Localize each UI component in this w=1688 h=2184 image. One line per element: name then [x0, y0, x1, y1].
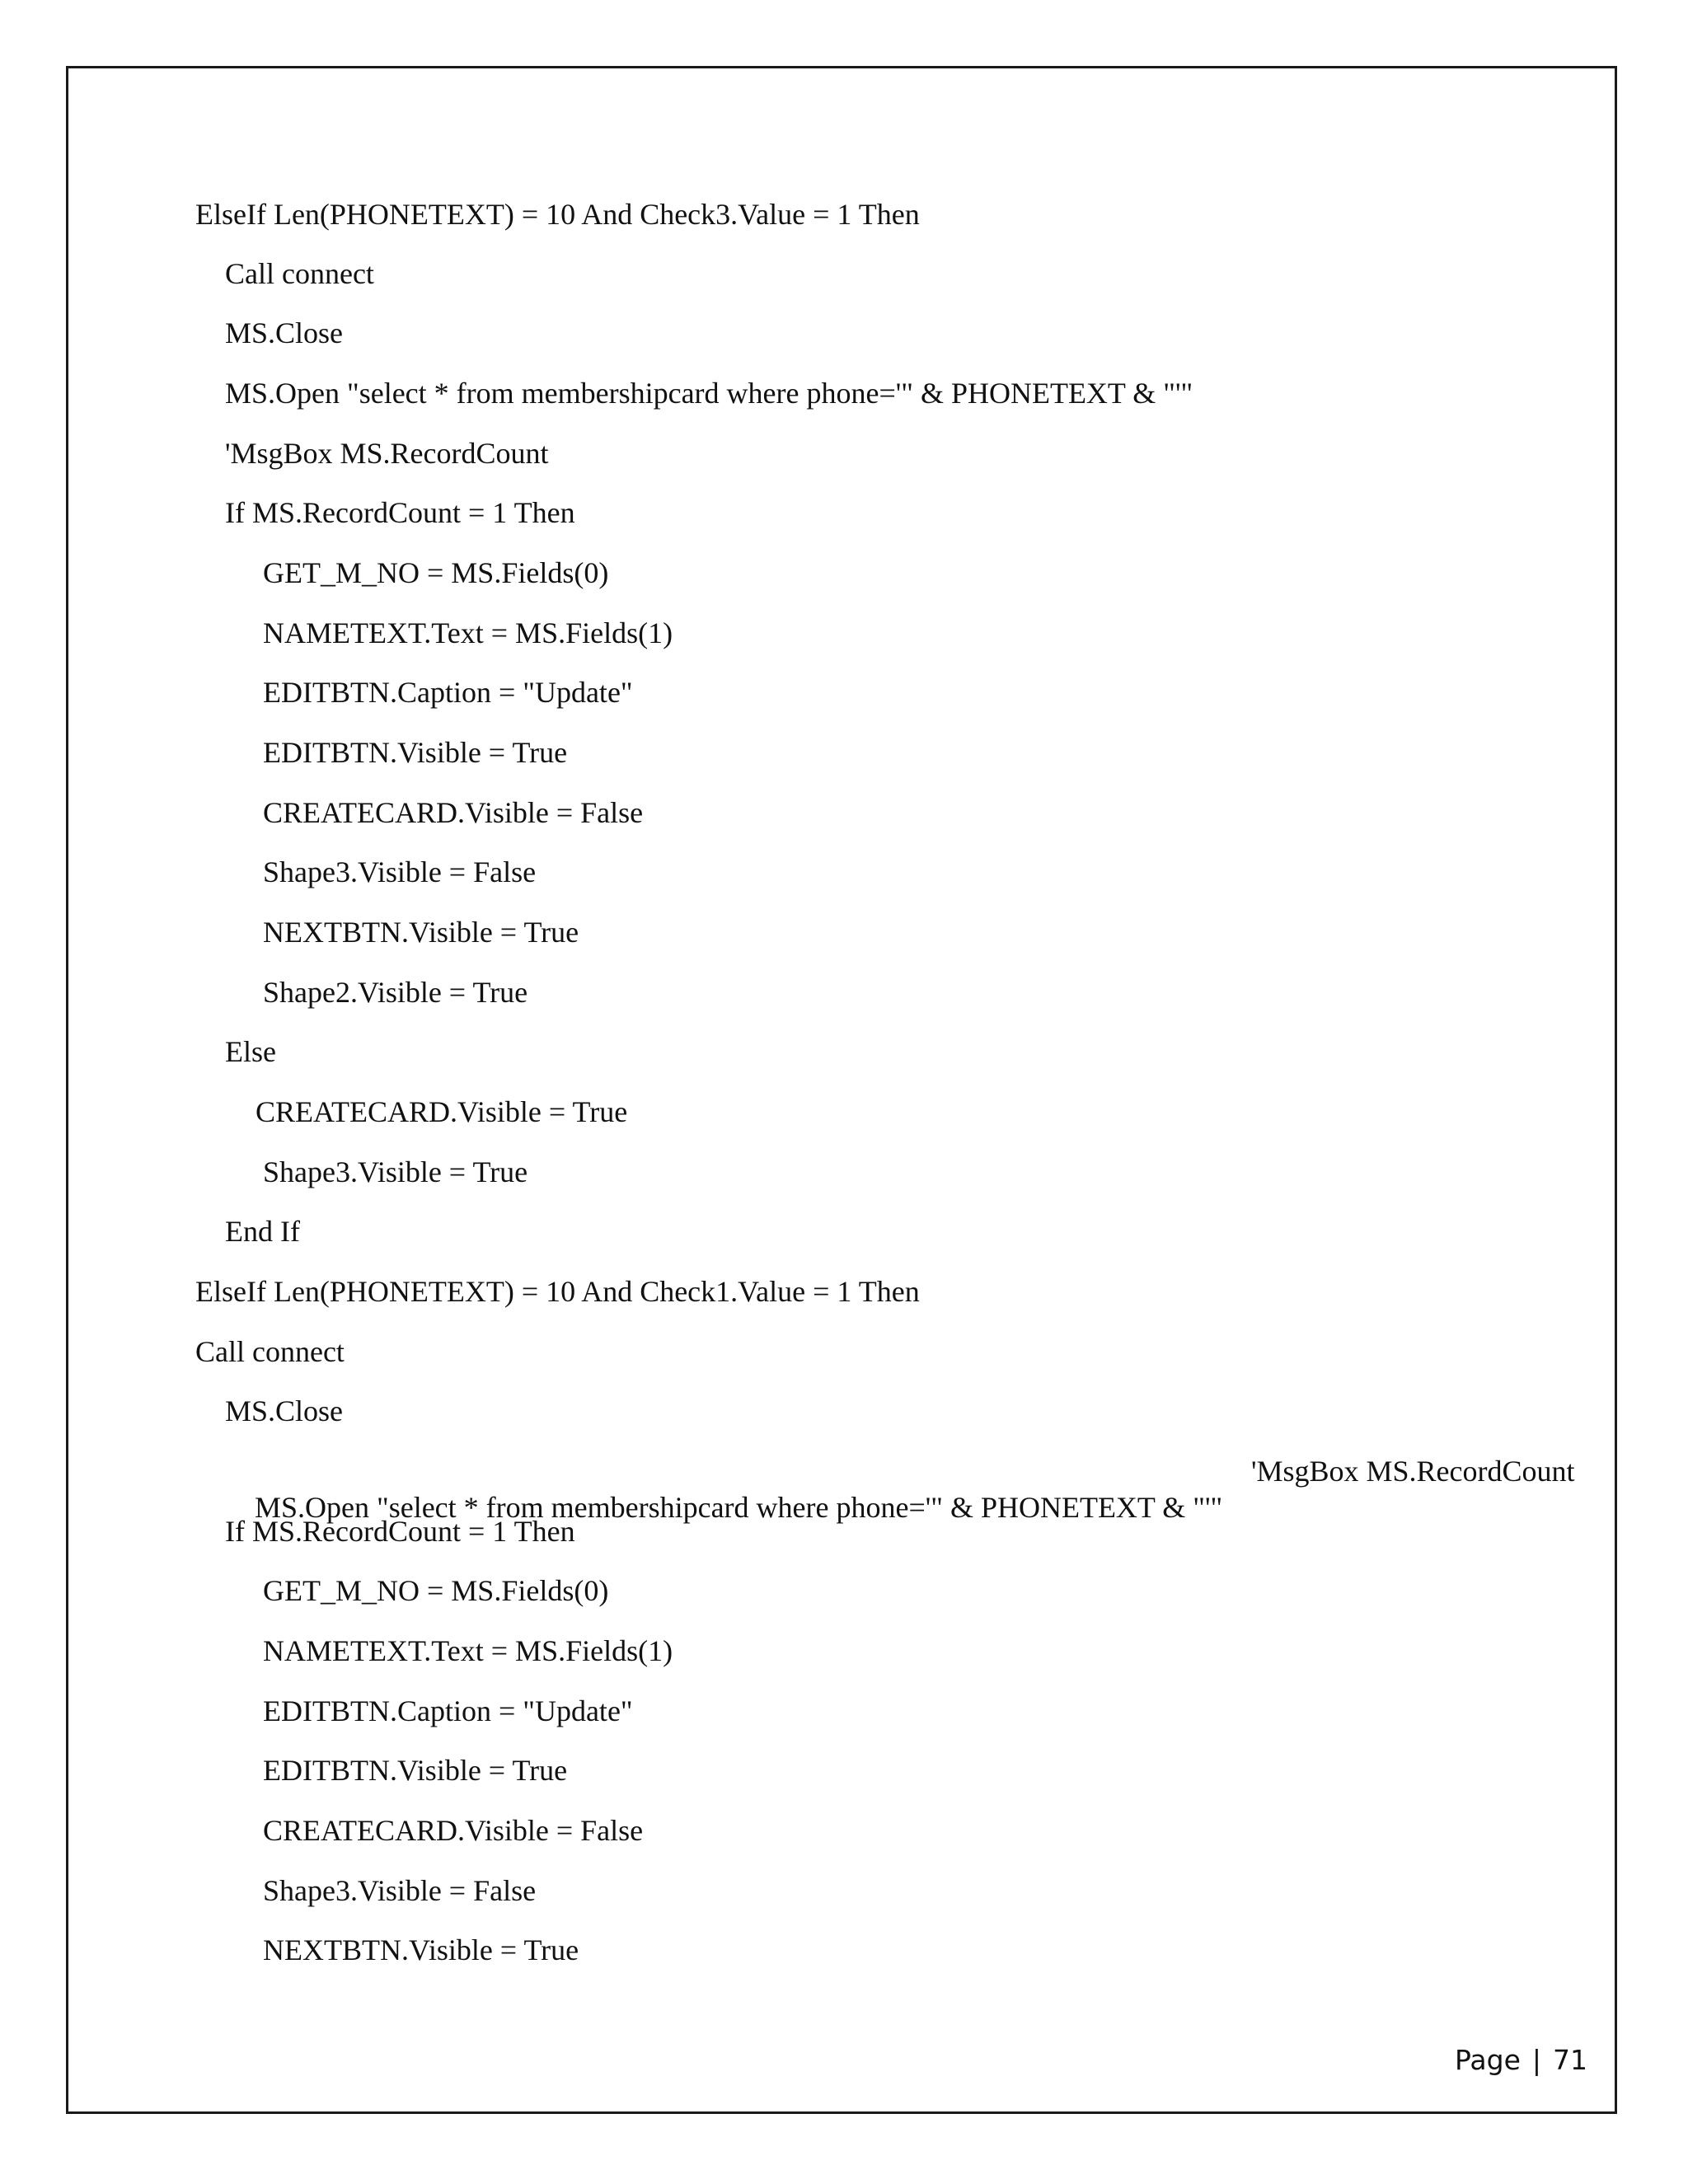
code-line: NAMETEXT.Text = MS.Fields(1) [263, 1634, 673, 1667]
code-line: ElseIf Len(PHONETEXT) = 10 And Check3.Value = 1 Then [195, 198, 920, 231]
code-line: Call connect [195, 1335, 345, 1368]
page-number-footer [1437, 2006, 1587, 2079]
code-line: NAMETEXT.Text = MS.Fields(1) [263, 616, 673, 649]
code-line: NEXTBTN.Visible = True [263, 1933, 579, 1966]
code-line: GET_M_NO = MS.Fields(0) [263, 1574, 609, 1607]
code-line: EDITBTN.Caption = "Update" [263, 1694, 633, 1727]
code-line: MS.Close [225, 1394, 344, 1427]
code-line: If MS.RecordCount = 1 Then [225, 496, 575, 529]
code-line: Else [225, 1035, 276, 1068]
page-separator: | [1531, 2044, 1541, 2076]
code-line: If MS.RecordCount = 1 Then [225, 1515, 575, 1548]
code-line: Call connect [225, 257, 374, 290]
code-line: 'MsgBox MS.RecordCount [225, 437, 549, 470]
code-line: EDITBTN.Visible = True [263, 1754, 568, 1787]
code-line-statement: MS.Open "select * from membershipcard where phone='" & PHONETEXT & "'" [255, 1491, 1223, 1524]
page-number: 71 [1553, 2044, 1587, 2076]
code-line-trailing-comment: 'MsgBox MS.RecordCount [1251, 1455, 1575, 1488]
code-line: Shape3.Visible = False [263, 1874, 537, 1907]
page-label: Page [1454, 2044, 1521, 2076]
code-line: End If [225, 1215, 300, 1248]
code-line: CREATECARD.Visible = False [263, 796, 644, 829]
code-line: ElseIf Len(PHONETEXT) = 10 And Check1.Value = 1 Then [195, 1275, 920, 1308]
code-line: NEXTBTN.Visible = True [263, 916, 579, 949]
code-line: EDITBTN.Visible = True [263, 736, 568, 769]
code-line: MS.Close [225, 316, 344, 349]
code-line: GET_M_NO = MS.Fields(0) [263, 556, 609, 589]
code-line: CREATECARD.Visible = False [263, 1814, 644, 1847]
code-line: Shape2.Visible = True [263, 976, 528, 1009]
code-line: MS.Open "select * from membershipcard where phone='" & PHONETEXT & "'" [225, 377, 1193, 410]
code-line: CREATECARD.Visible = True [256, 1095, 628, 1128]
code-line: EDITBTN.Caption = "Update" [263, 676, 633, 709]
code-line: Shape3.Visible = False [263, 855, 537, 888]
code-line: Shape3.Visible = True [263, 1155, 528, 1188]
